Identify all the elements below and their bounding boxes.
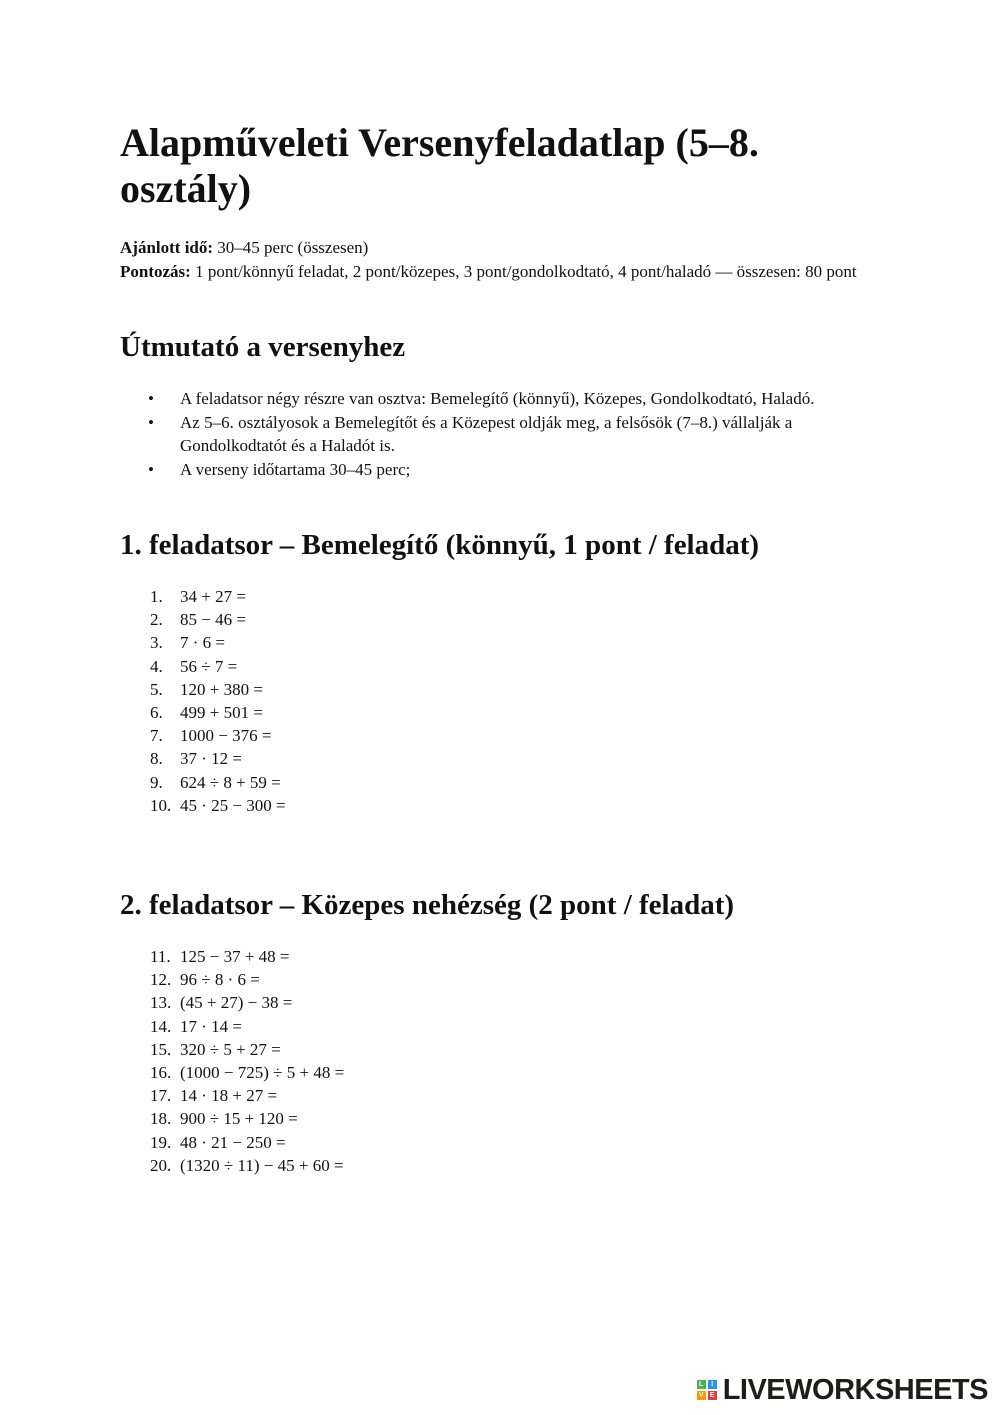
task-item [120,1061,344,1084]
task-number: 10. [150,795,172,815]
task-number: 6. [150,703,163,723]
time-line [120,236,880,260]
task-item [120,771,286,794]
task-expression: (1000 − 725) ÷ 5 + 48 = [180,1063,345,1083]
logo-grid-icon [697,1380,717,1400]
task-expression: 96 ÷ 8 · 6 = [180,970,260,990]
task-expression: 120 + 380 = [180,679,263,699]
task-item [120,701,286,724]
task-expression: 56 ÷ 7 = [180,656,238,676]
task-number: 1. [150,587,163,606]
task-number: 5. [150,679,163,699]
task-item [120,1015,344,1038]
task-item [120,794,286,817]
bullet-icon: • [148,412,154,432]
guide-item [120,411,880,458]
task-item [120,968,344,991]
task-item [120,678,286,701]
guide-item-text: A verseny időtartama 30–45 perc; [180,459,411,479]
guide-item-text: Az 5–6. osztályosok a Bemelegítőt és a Közepest oldják meg, a felsősök (7–8.) vállalják a Gondolkodtatót és a Haladót is. [180,412,793,455]
score-value: 1 pont/könnyű feladat, 2 pont/közepes, 3 pont/gondolkodtató, 4 pont/haladó — összesen: 80 pont [195,261,857,281]
task-item [120,747,286,770]
section2-heading: 2. feladatsor – Közepes nehézség (2 pont / feladat) [120,889,735,921]
bullet-icon: • [148,459,154,479]
task-expression: 7 · 6 = [180,633,225,653]
section2-task-list [120,945,344,1177]
meta-info [120,236,880,283]
task-item [120,631,286,654]
score-label: Pontozás: [120,261,191,281]
time-label: Ajánlott idő: [120,238,214,257]
task-item [120,1107,344,1130]
task-expression: (45 + 27) − 38 = [180,993,293,1013]
logo-tile: I [708,1380,717,1389]
task-number: 11. [150,947,171,966]
task-item [120,585,286,608]
task-expression: 14 · 18 + 27 = [180,1086,278,1106]
task-number: 15. [150,1039,172,1059]
task-item [120,1084,344,1107]
bullet-icon: • [148,389,154,408]
task-number: 4. [150,656,163,676]
section1-task-list [120,585,286,817]
task-expression: 320 ÷ 5 + 27 = [180,1039,281,1059]
task-number: 2. [150,610,163,630]
task-number: 7. [150,726,163,746]
task-number: 19. [150,1132,172,1152]
task-expression: 17 · 14 = [180,1016,242,1036]
task-item [120,1154,344,1177]
task-item [120,991,344,1014]
task-number: 18. [150,1109,172,1129]
page-title: Alapműveleti Versenyfeladatlap (5–8. osztály) [120,120,759,211]
task-expression: 499 + 501 = [180,703,263,723]
task-number: 12. [150,970,172,990]
guide-heading: Útmutató a versenyhez [120,331,406,363]
task-expression: 45 · 25 − 300 = [180,795,286,815]
task-item [120,1131,344,1154]
task-number: 14. [150,1016,172,1036]
task-number: 17. [150,1086,172,1106]
task-expression: 1000 − 376 = [180,726,272,746]
time-value: 30–45 perc (összesen) [217,238,369,257]
task-item [120,608,286,631]
task-expression: 125 − 37 + 48 = [180,947,290,966]
task-number: 13. [150,993,172,1013]
task-expression: (1320 ÷ 11) − 45 + 60 = [180,1155,344,1175]
logo-text: LIVEWORKSHEETS [722,1373,988,1406]
task-item [120,724,286,747]
task-number: 3. [150,633,163,653]
task-expression: 85 − 46 = [180,610,246,630]
guide-list [120,387,880,481]
task-expression: 37 · 12 = [180,749,242,769]
task-number: 9. [150,772,163,792]
logo-tile: L [697,1380,706,1389]
guide-item [120,387,880,411]
task-number: 16. [150,1063,172,1083]
section1-heading: 1. feladatsor – Bemelegítő (könnyű, 1 pont / feladat) [120,529,760,561]
logo-tile: E [708,1391,717,1400]
logo-tile: V [697,1391,706,1400]
task-expression: 34 + 27 = [180,587,246,606]
task-number: 20. [150,1155,172,1175]
task-expression: 48 · 21 − 250 = [180,1132,286,1152]
liveworksheets-logo [697,1372,988,1408]
score-line [120,260,880,284]
task-number: 8. [150,749,163,769]
task-item [120,655,286,678]
task-item [120,1038,344,1061]
task-item [120,945,344,968]
guide-item-text: A feladatsor négy részre van osztva: Bemelegítő (könnyű), Közepes, Gondolkodtató, Haladó. [180,389,815,408]
task-expression: 624 ÷ 8 + 59 = [180,772,281,792]
task-expression: 900 ÷ 15 + 120 = [180,1109,298,1129]
guide-item [120,458,880,482]
